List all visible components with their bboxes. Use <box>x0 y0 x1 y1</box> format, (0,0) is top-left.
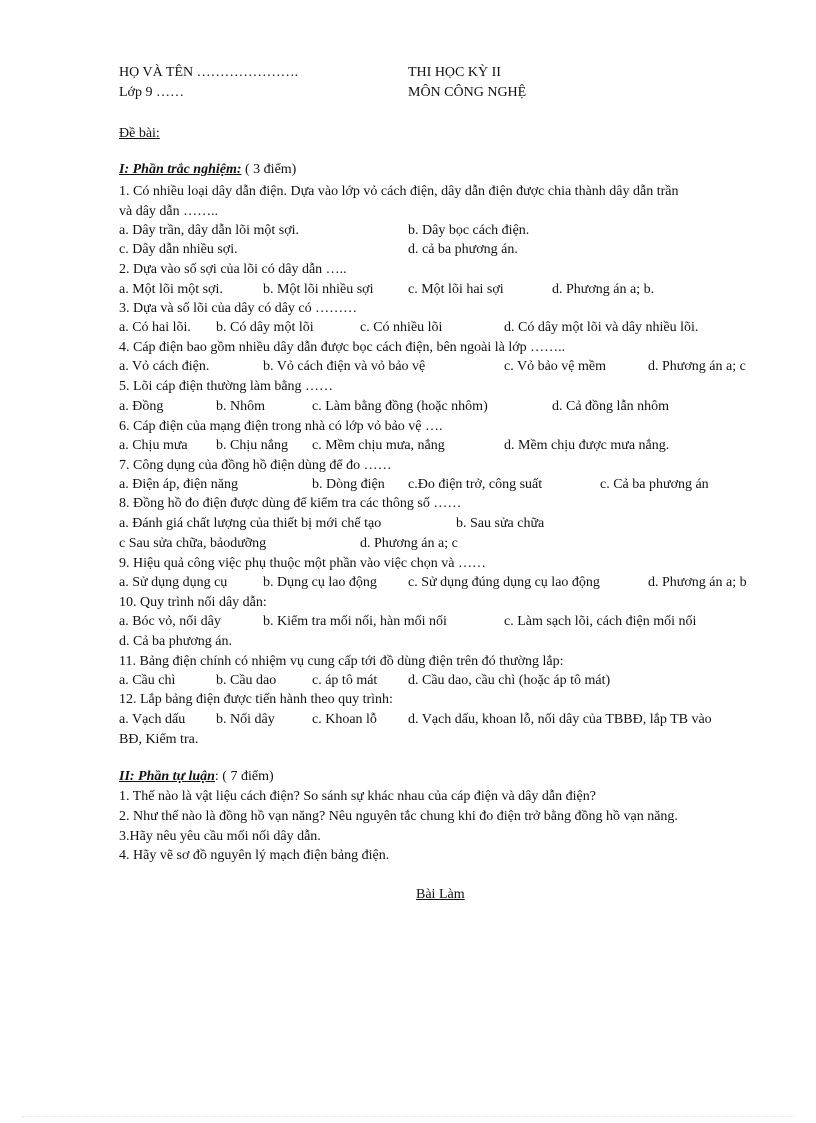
q6-option-d: d. Mềm chịu được mưa nắng. <box>504 438 670 453</box>
q2-option-a: a. Một lõi một sợi. <box>119 282 223 297</box>
q12-option-b: b. Nối dây <box>216 712 275 727</box>
q6-option-a: a. Chịu mưa <box>119 438 188 453</box>
q12-stem: 12. Lắp bảng điện được tiến hành theo quy trình: <box>119 692 393 707</box>
q4-stem: 4. Cáp điện bao gồm nhiều dây dẫn được bọc cách điện, bên ngoài là lớp …….. <box>119 340 566 355</box>
q7-option-b: b. Dòng điện <box>312 477 385 492</box>
q10-option-d: d. Cả ba phương án. <box>119 634 232 649</box>
q5-option-b: b. Nhôm <box>216 399 265 414</box>
q10-option-b: b. Kiểm tra mối nối, hàn mối nối <box>263 614 447 629</box>
q8-option-d: d. Phương án a; c <box>360 536 458 551</box>
q7-option-a: a. Điện áp, điện năng <box>119 477 238 492</box>
part1-title: I: Phần trắc nghiệm: <box>119 162 242 177</box>
q5-option-c: c. Làm bằng đồng (hoặc nhôm) <box>312 399 488 414</box>
q8-option-a: a. Đánh giá chất lượng của thiết bị mới chế tạo <box>119 516 382 531</box>
q12-option-d: d. Vạch dấu, khoan lỗ, nối dây của TBBĐ, lắp TB vào <box>408 712 712 727</box>
q3-option-d: d. Có dây một lõi và dây nhiều lõi. <box>504 320 699 335</box>
q5-option-d: d. Cả đồng lẫn nhôm <box>552 399 670 414</box>
q4-option-d: d. Phương án a; c <box>648 359 746 374</box>
q11-option-c: c. áp tô mát <box>312 673 378 688</box>
q1-option-d: d. cả ba phương án. <box>408 242 518 257</box>
q4-option-a: a. Vỏ cách điện. <box>119 359 210 374</box>
essay-question: 2. Như thế nào là đồng hồ vạn năng? Nêu nguyên tắc chung khi đo điện trở bằng đồng hồ vạn năng. <box>119 809 678 824</box>
q3-option-a: a. Có hai lõi. <box>119 320 191 335</box>
q10-option-c: c. Làm sạch lõi, cách điện mối nối <box>504 614 697 629</box>
q11-option-b: b. Cầu dao <box>216 673 277 688</box>
q5-stem: 5. Lõi cáp điện thường làm bằng …… <box>119 379 334 394</box>
q10-stem: 10. Quy trình nối dây dẫn: <box>119 595 267 610</box>
q2-option-b: b. Một lõi nhiều sợi <box>263 282 374 297</box>
class-field: Lớp 9 …… <box>119 85 184 100</box>
q12-option-d-cont: BĐ, Kiểm tra. <box>119 732 199 747</box>
q8-option-b: b. Sau sửa chữa <box>456 516 545 531</box>
q2-stem: 2. Dựa vào số sợi của lõi có dây dẫn ….. <box>119 262 347 277</box>
part2-title: II: Phần tự luận <box>119 769 215 784</box>
q6-option-c: c. Mềm chịu mưa, nắng <box>312 438 445 453</box>
q3-option-b: b. Có dây một lõi <box>216 320 314 335</box>
q11-stem: 11. Bảng điện chính có nhiệm vụ cung cấp tới đồ dùng điện trên đó thường lắp: <box>119 654 564 669</box>
part1-points: ( 3 điểm) <box>241 162 297 177</box>
page-bottom-divider <box>22 1116 794 1117</box>
essay-question: 3.Hãy nêu yêu cầu mối nối dây dẫn. <box>119 829 321 844</box>
q3-option-c: c. Có nhiều lõi <box>360 320 443 335</box>
q9-option-b: b. Dụng cụ lao động <box>263 575 377 590</box>
q1-option-b: b. Dây bọc cách điện. <box>408 223 530 238</box>
q7-option-c: c.Đo điện trở, công suất <box>408 477 543 492</box>
q1-stem-cont: và dây dẫn …….. <box>119 204 219 219</box>
student-name-field: HỌ VÀ TÊN …………………. <box>119 65 299 80</box>
answer-heading: Bài Làm <box>416 887 465 902</box>
essay-question: 4. Hãy vẽ sơ đồ nguyên lý mạch điện bảng điện. <box>119 848 390 863</box>
q9-stem: 9. Hiệu quả công việc phụ thuộc một phần vào việc chọn và …… <box>119 556 487 571</box>
q1-option-c: c. Dây dẫn nhiều sợi. <box>119 242 238 257</box>
q7-option-d: c. Cả ba phương án <box>600 477 709 492</box>
q4-option-c: c. Vỏ bảo vệ mềm <box>504 359 606 374</box>
q1-option-a: a. Dây trần, dây dẫn lõi một sợi. <box>119 223 300 238</box>
q3-stem: 3. Dựa và số lõi của dây có dây có ……… <box>119 301 358 316</box>
q9-option-a: a. Sử dụng dụng cụ <box>119 575 228 590</box>
q5-option-a: a. Đồng <box>119 399 164 414</box>
q2-option-c: c. Một lõi hai sợi <box>408 282 504 297</box>
q6-stem: 6. Cáp điện của mạng điện trong nhà có lớp vỏ bảo vệ …. <box>119 419 443 434</box>
q11-option-d: d. Cầu dao, cầu chì (hoặc áp tô mát) <box>408 673 611 688</box>
q8-option-c: c Sau sửa chữa, bảodưỡng <box>119 536 267 551</box>
q12-option-a: a. Vạch dấu <box>119 712 186 727</box>
q8-stem: 8. Đồng hồ đo điện được dùng để kiểm tra các thông số …… <box>119 496 462 511</box>
q9-option-c: c. Sử dụng đúng dụng cụ lao động <box>408 575 600 590</box>
q12-option-c: c. Khoan lỗ <box>312 712 377 727</box>
q1-stem: 1. Có nhiều loại dây dẫn điện. Dựa vào lớp vỏ cách điện, dây dẫn điện được chia thành dây dẫn trần <box>119 184 679 199</box>
essay-question: 1. Thế nào là vật liệu cách điện? So sánh sự khác nhau của cáp điện và dây dẫn điện? <box>119 789 596 804</box>
q2-option-d: d. Phương án a; b. <box>552 282 655 297</box>
exam-title: THI HỌC KỲ II <box>408 65 501 80</box>
q7-stem: 7. Công dụng của đồng hồ điện dùng để đo …… <box>119 458 392 473</box>
q10-option-a: a. Bóc vỏ, nối dây <box>119 614 221 629</box>
de-bai-heading: Đề bài: <box>119 126 160 141</box>
q9-option-d: d. Phương án a; b <box>648 575 747 590</box>
part2-points: : ( 7 điểm) <box>214 769 274 784</box>
subject-title: MÔN CÔNG NGHỆ <box>408 85 527 100</box>
q6-option-b: b. Chịu nắng <box>216 438 288 453</box>
q4-option-b: b. Vỏ cách điện và vỏ bảo vệ <box>263 359 426 374</box>
q11-option-a: a. Cầu chì <box>119 673 176 688</box>
part2-heading <box>119 768 274 786</box>
part1-heading <box>119 161 296 179</box>
